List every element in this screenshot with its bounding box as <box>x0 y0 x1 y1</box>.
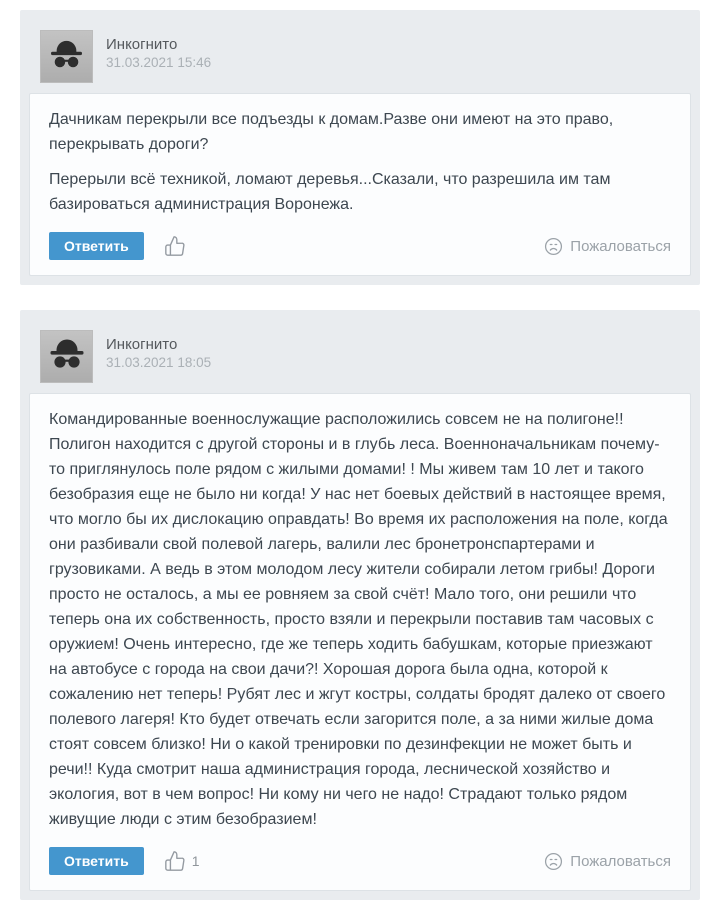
comment-card <box>20 10 700 285</box>
reply-button[interactable]: Ответить <box>49 232 144 260</box>
comment-body <box>29 93 691 276</box>
comment-date: 31.03.2021 18:05 <box>106 355 212 370</box>
comment-actions <box>49 232 671 260</box>
like-count: 1 <box>191 853 200 869</box>
comment-text <box>49 107 671 217</box>
thumbs-up-icon <box>164 235 186 257</box>
comment-card <box>20 310 700 900</box>
comment-paragraph: Командированные военнослужащие расположились совсем не на полигоне!! Полигон находится с другой стороны и в глубь леса. Военноначальникам почему-то приглянулось поле рядом с жилыми домами! ! Мы живем там 10 лет и такого безобразия еще не было ни когда! У нас нет боевых действий в настоящее время, что могло бы их дислокацию оправдать! Во время их расположения на поле, когда они разбивали свой полевой лагерь, валили лес бронетронспартерами и грузовиками. А ведь в этом молодом лесу жители собирали летом грибы! Дороги просто не осталось, а мы ее ровняем за свой счёт! Мало того, они решили что теперь она их собственность, просто взяли и перекрыли поставив там часовых с оружием! Очень интересно, где же теперь ходить бабушкам, которые приезжают на автобусе с города на свои дачи?! Хорошая дорога была одна, которой к сожалению нет теперь! Рубят лес и жгут костры, солдаты бродят далеко от своего полевого лагеря! Кто будет отвечать если загорится поле, а за ними жилые дома стоят совсем близко! Ни о какой тренировки по дезинфекции не может быть и речи!! Куда смотрит наша администрация города, леснической хозяйство и экология, вот в чем вопрос! Ни кому ни чего не надо! Страдают только рядом живущие люди с этим безобразием! <box>49 411 668 828</box>
avatar <box>40 30 93 83</box>
comment-actions <box>49 847 671 875</box>
avatar <box>40 330 93 383</box>
like-button[interactable] <box>164 235 192 257</box>
report-button[interactable] <box>544 237 671 256</box>
incognito-icon <box>44 32 89 82</box>
report-button[interactable] <box>544 852 671 871</box>
comment-text <box>49 407 671 832</box>
comment-header <box>29 319 691 393</box>
comment-date: 31.03.2021 15:46 <box>106 55 212 70</box>
report-label: Пожаловаться <box>570 237 671 255</box>
comment-header <box>29 19 691 93</box>
reply-button[interactable]: Ответить <box>49 847 144 875</box>
like-button[interactable] <box>164 850 200 872</box>
author-name: Инкогнито <box>106 36 178 53</box>
sad-face-icon <box>544 852 563 871</box>
comment-paragraph: Дачникам перекрыли все подъезды к домам.Разве они имеют на это право, перекрывать дороги? <box>49 111 614 153</box>
report-label: Пожаловаться <box>570 852 671 870</box>
author-block <box>106 30 211 72</box>
author-block <box>106 330 211 372</box>
comment-paragraph: Перерыли всё техникой, ломают деревья...Сказали, что разрешила им там базироваться администрация Воронежа. <box>49 171 611 213</box>
comment-body <box>29 393 691 891</box>
author-name: Инкогнито <box>106 336 178 353</box>
sad-face-icon <box>544 237 563 256</box>
incognito-icon <box>43 330 91 383</box>
thumbs-up-icon <box>164 850 186 872</box>
